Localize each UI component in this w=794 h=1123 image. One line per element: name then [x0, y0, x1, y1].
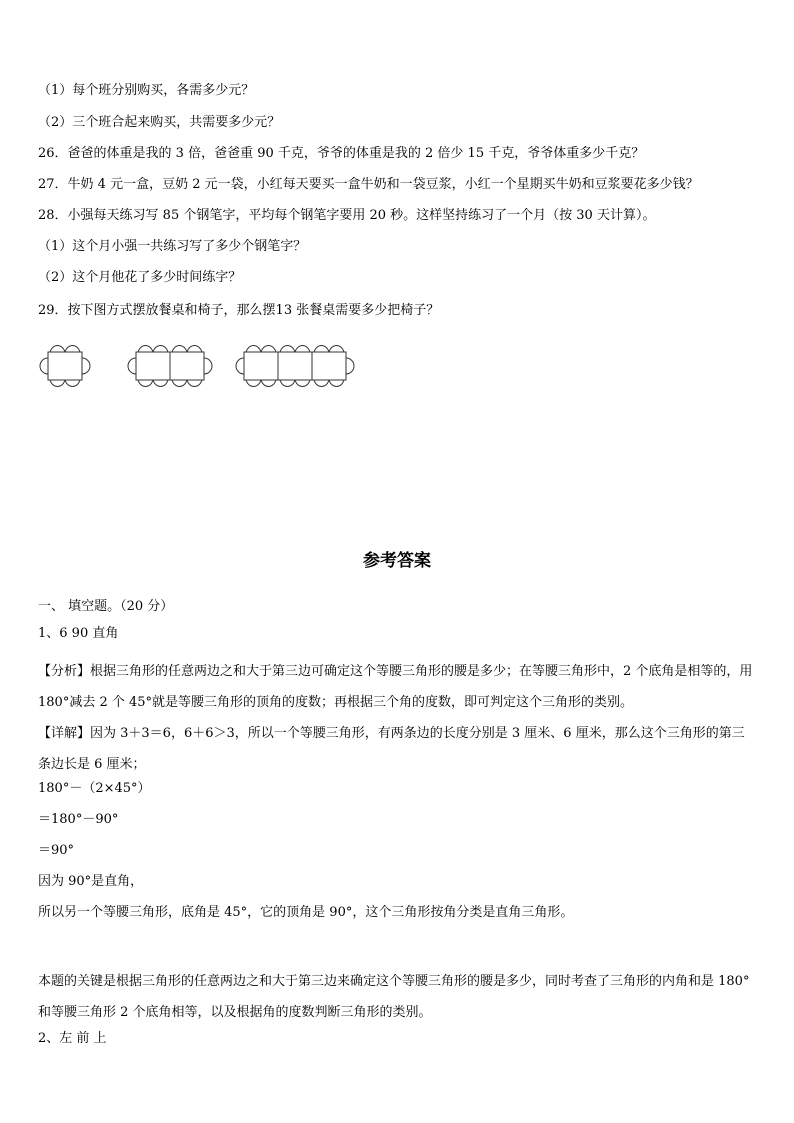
- summary-paragraph: 本题的关键是根据三角形的任意两边之和大于第三边来确定这个等腰三角形的腰是多少，同时考查了三角形的内角和是 180°和等腰三角形 2 个底角相等，以及根据角的度数判断三角形的类别。: [38, 974, 750, 1020]
- question-28-part2: （2）这个月他花了多少时间练字？: [38, 270, 242, 285]
- chair-top: [50, 345, 65, 352]
- chair-bottom: [280, 380, 295, 387]
- chair-bottom: [314, 380, 329, 387]
- question-25-part1: （1）每个班分别购买，各需多少元？: [38, 83, 255, 98]
- chair-top: [65, 345, 80, 352]
- chair-top: [280, 345, 295, 352]
- chair-bottom: [138, 380, 153, 387]
- chair-top: [138, 345, 153, 352]
- chair-right: [82, 358, 90, 374]
- chair-bottom: [295, 380, 310, 387]
- chair-bottom: [153, 380, 168, 387]
- chair-right: [346, 358, 354, 374]
- question-28-part1: （1）这个月小强一共练习写了多少个钢笔字？: [38, 239, 307, 254]
- chair-top: [295, 345, 310, 352]
- answer-2: 2、左 前 上: [38, 1031, 107, 1046]
- chair-left: [40, 358, 48, 374]
- table: [244, 352, 278, 380]
- table: [48, 352, 82, 380]
- chair-left: [236, 358, 244, 374]
- chair-right: [204, 358, 212, 374]
- chair-top: [153, 345, 168, 352]
- question-27: 27．牛奶 4 元一盒，豆奶 2 元一袋，小红每天要买一盒牛奶和一袋豆浆，小红一个星期买牛奶和豆浆要花多少钱？: [38, 177, 699, 192]
- because-line: 因为 90°是直角，: [38, 874, 144, 889]
- section-heading: 一、 填空题。（20 分）: [38, 599, 174, 614]
- table: [170, 352, 204, 380]
- tables-and-chairs-figure: [38, 338, 368, 394]
- table: [312, 352, 346, 380]
- calc-line-1: 180°－（2×45°）: [38, 781, 151, 796]
- chair-top: [187, 345, 202, 352]
- chair-bottom: [246, 380, 261, 387]
- chair-bottom: [261, 380, 276, 387]
- calc-line-3: ＝90°: [38, 843, 75, 858]
- table: [278, 352, 312, 380]
- calc-line-2: ＝180°－90°: [38, 812, 119, 827]
- conclusion-line: 所以另一个等腰三角形，底角是 45°，它的顶角是 90°，这个三角形按角分类是直角三角形。: [38, 905, 574, 920]
- question-25-part2: （2）三个班合起来购买，共需要多少元？: [38, 115, 281, 130]
- table: [136, 352, 170, 380]
- question-26: 26．爸爸的体重是我的 3 倍，爸爸重 90 千克，爷爷的体重是我的 2 倍少 15 千克，爷爷体重多少千克？: [38, 146, 645, 161]
- chair-top: [246, 345, 261, 352]
- chair-bottom: [65, 380, 80, 387]
- detail-paragraph: 【详解】因为 3＋3＝6，6＋6＞3，所以一个等腰三角形，有两条边的长度分别是 3 厘米、6 厘米，那么这个三角形的第三条边长是 6 厘米；: [38, 726, 745, 772]
- question-29: 29．按下图方式摆放餐桌和椅子，那么摆13 张餐桌需要多少把椅子？: [38, 303, 440, 318]
- chair-top: [172, 345, 187, 352]
- chair-bottom: [50, 380, 65, 387]
- analysis-paragraph: 【分析】根据三角形的任意两边之和大于第三边可确定这个等腰三角形的腰是多少；在等腰三角形中，2 个底角是相等的，用 180°减去 2 个 45°就是等腰三角形的顶角的度数；再根据三个角的度数，即可判定这个三角形的类别。: [38, 664, 753, 710]
- question-28: 28．小强每天练习写 85 个钢笔字，平均每个钢笔字要用 20 秒。这样坚持练习了一个月（按 30 天计算）。: [38, 208, 656, 223]
- chair-top: [261, 345, 276, 352]
- chair-bottom: [329, 380, 344, 387]
- chair-left: [128, 358, 136, 374]
- chair-top: [329, 345, 344, 352]
- answer-1: 1、6 90 直角: [38, 626, 119, 641]
- chair-bottom: [187, 380, 202, 387]
- chair-bottom: [172, 380, 187, 387]
- answer-title: 参考答案: [363, 551, 431, 571]
- chair-top: [314, 345, 329, 352]
